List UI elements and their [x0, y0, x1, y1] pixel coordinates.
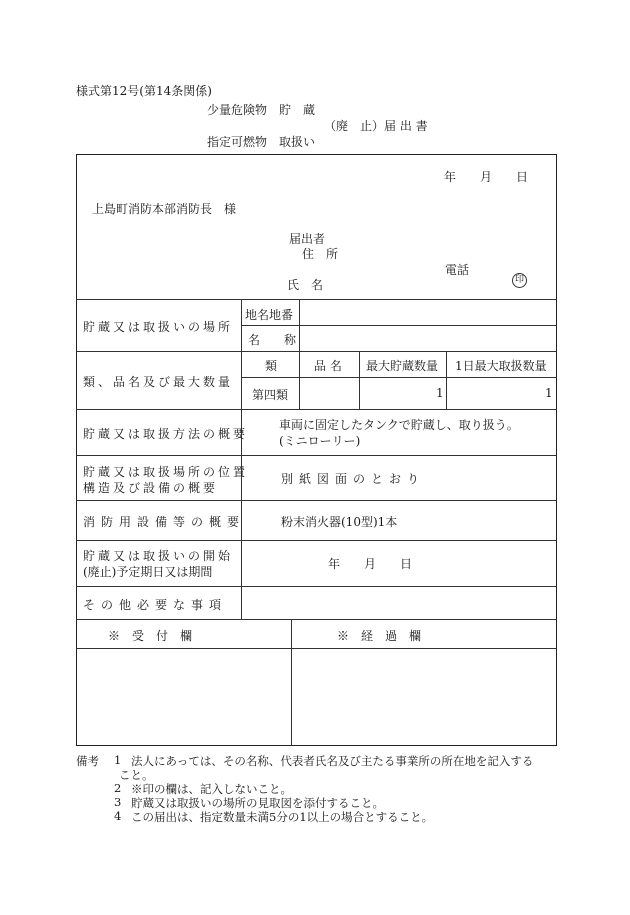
row-divider: [241, 325, 557, 326]
row-divider: [76, 409, 557, 410]
note-text: 貯蔵又は取扱いの場所の見取図を添付すること。: [131, 796, 384, 810]
method-value-line2: (ミニローリー): [279, 434, 361, 448]
row-divider: [76, 500, 557, 501]
class-label: 類、品名及び最大数量: [83, 375, 234, 389]
address-number-label: 地名地番: [245, 308, 294, 322]
addressee: 上島町消防本部消防長 様: [92, 202, 237, 216]
row-divider: [241, 377, 557, 378]
note-number: 3: [114, 795, 122, 809]
daily-max-value: 1: [545, 386, 553, 400]
note-text: 法人にあっては、その名称、代表者氏名及び主たる事業所の所在地を記入する: [131, 754, 534, 768]
column-divider: [291, 619, 292, 746]
max-storage-value: 1: [436, 386, 444, 400]
row-divider: [76, 648, 557, 649]
row-divider: [76, 351, 557, 352]
structure-label-line1: 貯蔵又は取扱場所の位置: [83, 465, 249, 479]
submission-date: 年 月 日: [444, 170, 529, 184]
column-divider: [446, 351, 447, 409]
equipment-value: 粉末消火器(10型)1本: [281, 515, 398, 529]
column-divider: [359, 351, 360, 409]
max-storage-column-header: 最大貯蔵数量: [366, 359, 439, 373]
note-number: 4: [114, 809, 122, 823]
title-middle: （廃 止）届 出 書: [324, 119, 428, 133]
method-value-line1: 車両に固定したタンクで貯蔵し、取り扱う。: [279, 418, 519, 432]
note-continuation: こと。: [119, 768, 154, 782]
column-divider: [299, 351, 300, 409]
seal-mark: 印: [512, 273, 527, 288]
note-text: この届出は、指定数量未満5分の1以上の場合とすること。: [131, 810, 434, 824]
address-label: 住 所: [302, 247, 339, 261]
title-upper: 少量危険物 貯 蔵: [207, 103, 316, 117]
method-label: 貯蔵又は取扱方法の概要: [83, 427, 249, 441]
class-value: 第四類: [252, 388, 289, 402]
notes-title: 備考: [76, 754, 99, 768]
equipment-label: 消防用設備等の概要: [83, 515, 246, 529]
structure-value: 別紙図面のとおり: [281, 472, 426, 486]
phone-label: 電話: [445, 263, 470, 277]
row-divider: [76, 299, 557, 300]
structure-label-line2: 構造及び設備の概要: [83, 481, 219, 495]
row-divider: [76, 455, 557, 456]
title-lower: 指定可燃物 取扱い: [207, 135, 316, 149]
column-divider: [241, 299, 242, 619]
daily-max-column-header: 1日最大取扱数量: [455, 359, 547, 373]
row-divider: [76, 586, 557, 587]
applicant-label: 届出者: [289, 232, 326, 246]
column-divider: [299, 299, 300, 351]
note-text: ※印の欄は、記入しないこと。: [131, 782, 292, 796]
row-divider: [76, 619, 557, 620]
row-divider: [76, 540, 557, 541]
note-number: 1: [114, 753, 122, 767]
period-value: 年 月 日: [328, 557, 413, 571]
reception-column-label: ※ 受 付 欄: [108, 629, 193, 643]
period-label-line2: (廃止)予定期日又は期間: [83, 565, 213, 579]
note-number: 2: [114, 781, 122, 795]
name-label: 氏 名: [287, 278, 324, 292]
facility-name-label: 名 称: [248, 333, 297, 347]
period-label-line1: 貯蔵又は取扱いの開始: [83, 549, 234, 563]
class-column-header: 類: [265, 359, 278, 373]
other-label: その他必要な事項: [83, 598, 228, 612]
item-column-header: 品 名: [314, 359, 342, 373]
form-number: 様式第12号(第14条関係): [76, 84, 212, 98]
location-label: 貯蔵又は取扱いの場所: [83, 320, 234, 334]
progress-column-label: ※ 経 過 欄: [337, 629, 422, 643]
